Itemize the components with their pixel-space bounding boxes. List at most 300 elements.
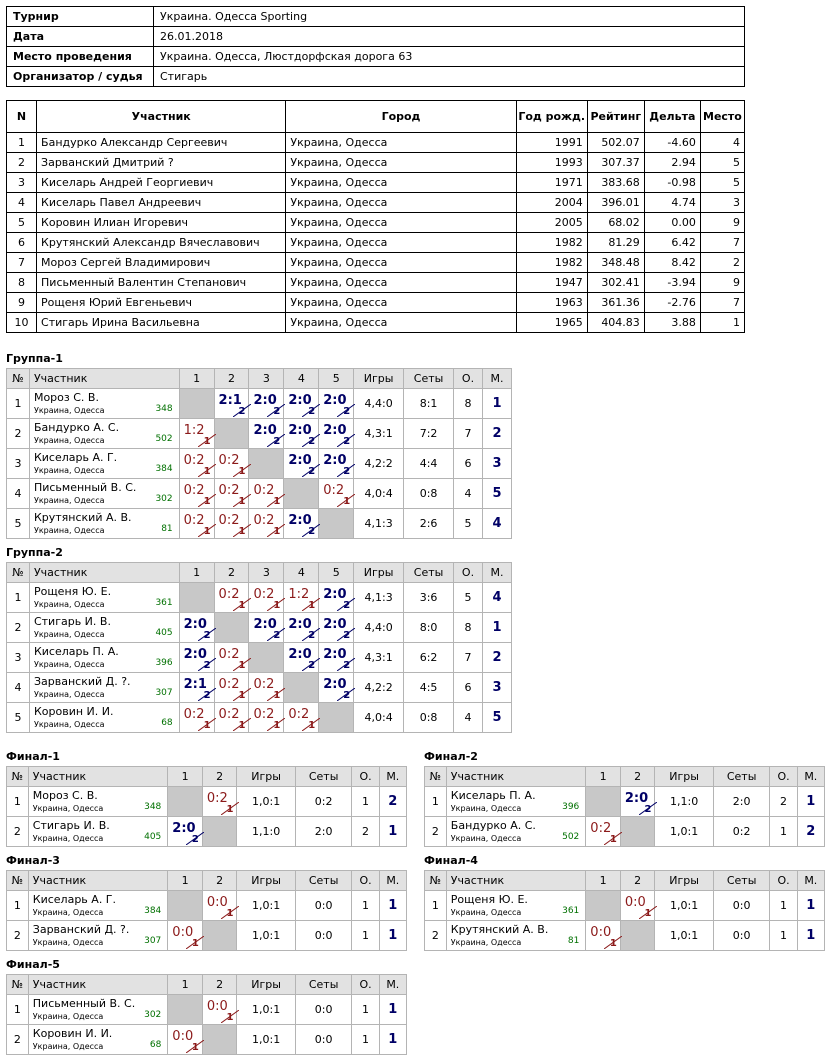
player-cell: [29, 479, 179, 509]
sets-value: 4:4: [404, 449, 454, 479]
sets-value: 0:0: [713, 921, 770, 951]
player-row: [7, 673, 512, 703]
col-header-sets: Сеты: [295, 767, 352, 787]
match-points: 2: [273, 436, 281, 447]
table-row: [7, 233, 745, 253]
player-name: Киселарь П. А.: [450, 789, 536, 802]
participants-header-row: [7, 101, 745, 133]
match-score: 0:2: [218, 677, 240, 692]
player-cell: [28, 787, 168, 817]
group-table: [6, 766, 407, 847]
match-result-cell: [214, 389, 249, 419]
points-value: 2: [770, 787, 797, 817]
points-value: 1: [352, 1025, 379, 1055]
match-score: 0:2: [253, 483, 275, 498]
player-rating: 348: [144, 802, 162, 812]
player-rating: 502: [562, 832, 580, 842]
player-number: 1: [7, 583, 30, 613]
table-cell: 1: [7, 133, 37, 153]
table-cell: 1982: [516, 233, 587, 253]
table-cell: 7: [700, 293, 744, 313]
match-points: 2: [308, 436, 316, 447]
player-city: Украина, Одесса: [450, 938, 522, 947]
match-result-cell: [214, 479, 249, 509]
match-result-cell: [586, 817, 621, 847]
points-value: 2: [352, 817, 379, 847]
table-cell: 3: [700, 193, 744, 213]
table-cell: 2: [700, 253, 744, 273]
player-city: Украина, Одесса: [32, 938, 104, 947]
match-result-cell: [249, 509, 284, 539]
player-number: 4: [7, 673, 30, 703]
player-number: 1: [7, 787, 29, 817]
col-header-opponent: 4: [284, 369, 319, 389]
match-result-cell: [249, 389, 284, 419]
sets-value: 0:0: [295, 995, 352, 1025]
match-score: 2:0: [624, 791, 649, 806]
group-table: [424, 766, 825, 847]
player-number: 1: [7, 389, 30, 419]
sets-value: 2:6: [404, 509, 454, 539]
match-score: 0:2: [218, 513, 240, 528]
sets-value: 0:0: [295, 921, 352, 951]
self-match-cell: [214, 613, 249, 643]
points-value: 8: [454, 613, 483, 643]
table-cell: Украина, Одесса: [286, 233, 516, 253]
match-points: 1: [238, 496, 246, 507]
match-result-cell: [214, 509, 249, 539]
match-score: 2:0: [183, 647, 207, 662]
match-points: 2: [343, 406, 351, 417]
self-match-cell: [249, 643, 284, 673]
col-header-points: О.: [352, 871, 379, 891]
col-header-points: О.: [770, 767, 797, 787]
player-city: Украина, Одесса: [33, 436, 105, 445]
col-header: Участник: [37, 101, 286, 133]
table-cell: 10: [7, 313, 37, 333]
table-cell: 1993: [516, 153, 587, 173]
place-value: 1: [379, 817, 406, 847]
match-score: 2:0: [323, 423, 347, 438]
table-row: [7, 153, 745, 173]
col-header-opponent: 1: [179, 369, 214, 389]
table-cell: 4: [7, 193, 37, 213]
table-cell: 6: [7, 233, 37, 253]
player-rating: 405: [144, 832, 162, 842]
group-table: [6, 974, 407, 1055]
player-row: [7, 703, 512, 733]
col-header-place: М.: [379, 975, 406, 995]
col-header-place: М.: [379, 767, 406, 787]
match-score: 2:0: [323, 587, 347, 602]
player-cell: [29, 419, 179, 449]
games-value: 4,4:0: [354, 613, 404, 643]
table-cell: 404.83: [587, 313, 644, 333]
table-cell: -3.94: [644, 273, 700, 293]
player-name: Крутянский А. В.: [450, 923, 549, 936]
col-header-sets: Сеты: [404, 369, 454, 389]
match-score: 0:2: [253, 707, 275, 722]
table-cell: -0.98: [644, 173, 700, 193]
player-city: Украина, Одесса: [33, 690, 105, 699]
col-header-sets: Сеты: [713, 767, 770, 787]
sets-value: 8:0: [404, 613, 454, 643]
sets-value: 2:0: [295, 817, 352, 847]
player-cell: [29, 583, 179, 613]
table-row: [7, 313, 745, 333]
info-label: Турнир: [7, 7, 154, 27]
match-points: 1: [238, 690, 246, 701]
table-cell: Коровин Илиан Игоревич: [37, 213, 286, 233]
table-row: [7, 273, 745, 293]
place-value: 2: [797, 817, 824, 847]
sets-value: 0:0: [295, 1025, 352, 1055]
match-result-cell: [284, 509, 319, 539]
col-header-player: Участник: [446, 767, 586, 787]
player-cell: [29, 389, 179, 419]
player-name: Мороз С. В.: [33, 391, 99, 404]
table-row: [7, 133, 745, 153]
col-header-points: О.: [454, 369, 483, 389]
match-points: 1: [226, 1012, 234, 1023]
player-cell: [446, 817, 586, 847]
place-value: 1: [797, 891, 824, 921]
player-name: Киселарь П. А.: [33, 645, 119, 658]
match-result-cell: [319, 583, 354, 613]
match-score: 0:2: [183, 483, 205, 498]
info-row-tournament: [7, 7, 745, 27]
player-row: [7, 643, 512, 673]
self-match-cell: [319, 703, 354, 733]
place-value: 2: [482, 419, 511, 449]
match-result-cell: [284, 583, 319, 613]
table-cell: 7: [700, 233, 744, 253]
match-points: 1: [226, 908, 234, 919]
player-number: 1: [425, 787, 447, 817]
place-value: 1: [379, 921, 406, 951]
col-header-opponent: 1: [168, 767, 203, 787]
player-city: Украина, Одесса: [33, 720, 105, 729]
player-number: 2: [425, 921, 447, 951]
col-header-player: Участник: [28, 767, 168, 787]
match-points: 2: [273, 406, 281, 417]
table-cell: 502.07: [587, 133, 644, 153]
player-rating: 396: [562, 802, 580, 812]
col-header-points: О.: [352, 975, 379, 995]
table-cell: Стигарь Ирина Васильевна: [37, 313, 286, 333]
match-result-cell: [179, 509, 214, 539]
sets-value: 3:6: [404, 583, 454, 613]
group-table: [6, 368, 512, 539]
table-cell: 1947: [516, 273, 587, 293]
match-points: 2: [343, 690, 351, 701]
match-points: 1: [203, 496, 211, 507]
player-name: Зарванский Д. ?.: [33, 675, 131, 688]
table-cell: Мороз Сергей Владимирович: [37, 253, 286, 273]
self-match-cell: [202, 1025, 237, 1055]
col-header-place: М.: [797, 871, 824, 891]
match-score: 2:0: [323, 677, 347, 692]
sets-value: 0:8: [404, 703, 454, 733]
sets-value: 0:2: [713, 817, 770, 847]
match-points: 2: [343, 660, 351, 671]
player-rating: 81: [161, 524, 173, 534]
table-cell: Украина, Одесса: [286, 133, 516, 153]
col-header-games: Игры: [237, 871, 295, 891]
table-cell: 8: [7, 273, 37, 293]
games-value: 4,3:1: [354, 419, 404, 449]
group-header-row: [7, 975, 407, 995]
match-points: 1: [203, 720, 211, 731]
col-header-opponent: 2: [214, 369, 249, 389]
col-header-opponent: 2: [214, 563, 249, 583]
games-value: 1,0:1: [237, 1025, 295, 1055]
player-row: [425, 787, 825, 817]
player-city: Украина, Одесса: [450, 804, 522, 813]
col-header-place: М.: [797, 767, 824, 787]
player-number: 2: [425, 817, 447, 847]
group-title: Финал-4: [424, 854, 478, 867]
player-row: [425, 817, 825, 847]
player-city: Украина, Одесса: [33, 496, 105, 505]
player-rating: 384: [155, 464, 173, 474]
match-result-cell: [214, 643, 249, 673]
points-value: 1: [352, 921, 379, 951]
col-header-opponent: 1: [586, 767, 621, 787]
col-header-points: О.: [770, 871, 797, 891]
games-value: 4,4:0: [354, 389, 404, 419]
points-value: 7: [454, 643, 483, 673]
self-match-cell: [586, 891, 621, 921]
col-header-opponent: 2: [202, 975, 237, 995]
self-match-cell: [168, 995, 203, 1025]
match-points: 2: [238, 406, 246, 417]
player-rating: 396: [155, 658, 173, 668]
player-number: 1: [7, 995, 29, 1025]
col-header-opponent: 2: [202, 767, 237, 787]
player-row: [7, 583, 512, 613]
info-row-venue: [7, 47, 745, 67]
col-header-points: О.: [352, 767, 379, 787]
table-cell: 5: [700, 153, 744, 173]
match-score: 0:2: [218, 483, 240, 498]
table-cell: 7: [7, 253, 37, 273]
points-value: 1: [352, 891, 379, 921]
group-title: Финал-5: [6, 958, 60, 971]
match-points: 1: [191, 938, 199, 949]
match-score: 2:0: [323, 617, 347, 632]
table-row: [7, 213, 745, 233]
table-cell: 4: [700, 133, 744, 153]
match-points: 2: [273, 630, 281, 641]
match-points: 2: [308, 466, 316, 477]
table-cell: 2005: [516, 213, 587, 233]
table-cell: Киселарь Павел Андреевич: [37, 193, 286, 213]
self-match-cell: [168, 891, 203, 921]
points-value: 1: [770, 817, 797, 847]
player-cell: [28, 921, 168, 951]
match-score: 0:2: [288, 707, 310, 722]
player-row: [7, 995, 407, 1025]
match-result-cell: [214, 703, 249, 733]
player-name: Стигарь И. В.: [32, 819, 110, 832]
player-city: Украина, Одесса: [33, 630, 105, 639]
player-number: 2: [7, 921, 29, 951]
match-score: 0:0: [172, 925, 194, 940]
self-match-cell: [179, 389, 214, 419]
games-value: 4,0:4: [354, 703, 404, 733]
group-header-row: [7, 767, 407, 787]
match-score: 0:0: [590, 925, 612, 940]
info-value: 26.01.2018: [154, 27, 745, 47]
group-title: Группа-2: [6, 546, 63, 559]
sets-value: 7:2: [404, 419, 454, 449]
table-cell: -2.76: [644, 293, 700, 313]
match-result-cell: [249, 419, 284, 449]
match-result-cell: [214, 583, 249, 613]
player-cell: [29, 703, 179, 733]
tournament-info-table: [6, 6, 745, 87]
points-value: 1: [770, 891, 797, 921]
match-result-cell: [168, 921, 203, 951]
points-value: 4: [454, 479, 483, 509]
table-row: [7, 293, 745, 313]
match-points: 1: [273, 690, 281, 701]
match-points: 2: [343, 436, 351, 447]
games-value: 1,1:0: [655, 787, 713, 817]
place-value: 2: [379, 787, 406, 817]
table-row: [7, 173, 745, 193]
match-result-cell: [249, 673, 284, 703]
match-points: 1: [308, 600, 316, 611]
place-value: 4: [482, 583, 511, 613]
table-cell: -4.60: [644, 133, 700, 153]
match-result-cell: [284, 613, 319, 643]
col-header-opponent: 4: [284, 563, 319, 583]
self-match-cell: [249, 449, 284, 479]
player-name: Коровин И. И.: [32, 1027, 113, 1040]
table-cell: 9: [700, 273, 744, 293]
match-points: 1: [203, 436, 211, 447]
match-result-cell: [202, 891, 237, 921]
player-cell: [446, 921, 586, 951]
col-header-opponent: 2: [620, 871, 655, 891]
self-match-cell: [202, 817, 237, 847]
match-points: 1: [238, 526, 246, 537]
points-value: 5: [454, 509, 483, 539]
table-cell: 2: [7, 153, 37, 173]
match-points: 2: [203, 630, 211, 641]
player-cell: [29, 449, 179, 479]
match-score: 2:0: [288, 617, 312, 632]
player-number: 2: [7, 817, 29, 847]
table-cell: Украина, Одесса: [286, 293, 516, 313]
col-header: Место: [700, 101, 744, 133]
table-cell: 8.42: [644, 253, 700, 273]
info-value: Стигарь: [154, 67, 745, 87]
col-header-opponent: 1: [168, 871, 203, 891]
player-number: 1: [7, 891, 29, 921]
col-header-player: Участник: [28, 871, 168, 891]
table-cell: Письменный Валентин Степанович: [37, 273, 286, 293]
col-header-points: О.: [454, 563, 483, 583]
match-points: 1: [238, 660, 246, 671]
match-points: 1: [238, 600, 246, 611]
self-match-cell: [620, 921, 655, 951]
player-rating: 302: [144, 1010, 162, 1020]
match-points: 1: [273, 600, 281, 611]
player-cell: [446, 787, 586, 817]
match-points: 1: [273, 720, 281, 731]
player-city: Украина, Одесса: [33, 600, 105, 609]
games-value: 4,0:4: [354, 479, 404, 509]
match-result-cell: [319, 673, 354, 703]
games-value: 1,0:1: [655, 891, 713, 921]
match-score: 0:2: [323, 483, 345, 498]
table-cell: 348.48: [587, 253, 644, 273]
match-score: 0:2: [183, 513, 205, 528]
col-header-opponent: 1: [586, 871, 621, 891]
match-result-cell: [284, 389, 319, 419]
col-header-games: Игры: [655, 871, 713, 891]
group-table: [6, 562, 512, 733]
match-points: 1: [191, 1042, 199, 1053]
place-value: 3: [482, 449, 511, 479]
player-cell: [28, 995, 168, 1025]
table-cell: Украина, Одесса: [286, 153, 516, 173]
col-header-games: Игры: [237, 767, 295, 787]
match-result-cell: [168, 1025, 203, 1055]
player-name: Мороз С. В.: [32, 789, 98, 802]
match-score: 0:0: [206, 999, 228, 1014]
match-result-cell: [179, 479, 214, 509]
match-points: 1: [343, 496, 351, 507]
match-result-cell: [620, 787, 655, 817]
match-points: 2: [308, 660, 316, 671]
group-table: [6, 870, 407, 951]
match-points: 1: [644, 908, 652, 919]
player-cell: [28, 1025, 168, 1055]
col-header-place: М.: [482, 563, 511, 583]
match-result-cell: [620, 891, 655, 921]
player-city: Украина, Одесса: [33, 406, 105, 415]
player-row: [7, 817, 407, 847]
col-header-sets: Сеты: [713, 871, 770, 891]
col-header-opponent: 1: [168, 975, 203, 995]
games-value: 4,2:2: [354, 449, 404, 479]
table-cell: 1982: [516, 253, 587, 273]
match-score: 2:0: [172, 821, 196, 836]
player-name: Коровин И. И.: [33, 705, 114, 718]
match-result-cell: [249, 613, 284, 643]
place-value: 1: [379, 891, 406, 921]
player-rating: 68: [149, 1040, 162, 1050]
col-header: Дельта: [644, 101, 700, 133]
match-result-cell: [284, 643, 319, 673]
table-cell: 307.37: [587, 153, 644, 173]
player-rating: 348: [155, 404, 173, 414]
player-name: Стигарь И. В.: [33, 615, 111, 628]
match-score: 0:2: [253, 587, 275, 602]
match-result-cell: [179, 703, 214, 733]
player-rating: 361: [562, 906, 580, 916]
player-number: 5: [7, 509, 30, 539]
table-cell: 2004: [516, 193, 587, 213]
match-result-cell: [179, 673, 214, 703]
player-rating: 307: [155, 688, 173, 698]
match-score: 2:0: [323, 393, 347, 408]
player-rating: 307: [144, 936, 162, 946]
